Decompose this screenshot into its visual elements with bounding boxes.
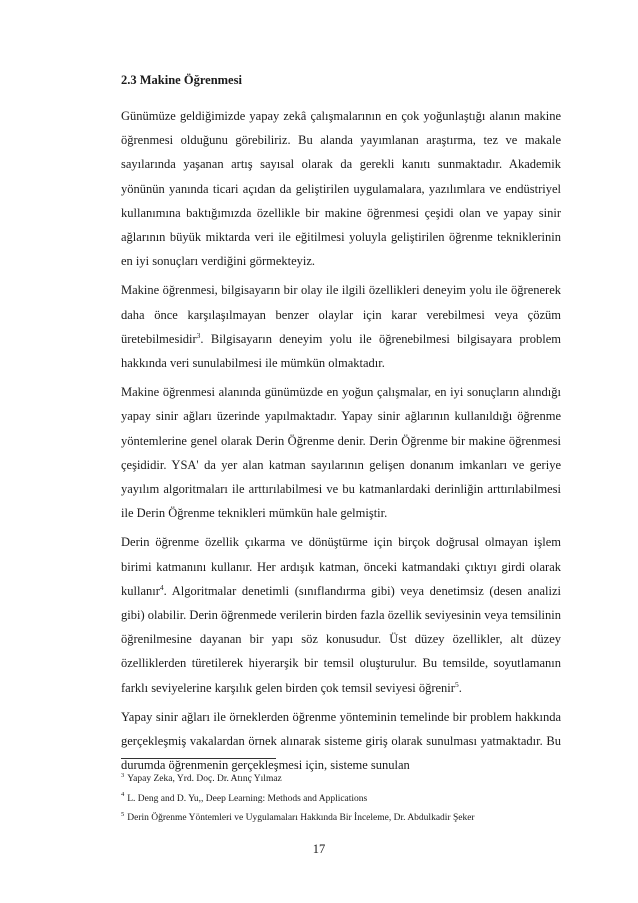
footnote-text: Derin Öğrenme Yöntemleri ve Uygulamaları Hakkında Bir İnceleme, Dr. Abdulkadir Şeker [127,813,475,823]
footnote-number: 5 [121,810,125,818]
paragraph-4-text-end: . [458,680,462,695]
body-text [121,104,561,782]
footnotes [121,770,561,829]
footnote-ref-4: 4 [159,582,164,592]
footnote-3 [121,770,561,790]
paragraph-2-text-before: Makine öğrenmesi, bilgisayarın bir olay ile ilgili özellikleri deneyim yolu ile öğrenerek daha önce karşılaşılmayan benzer olaylar için karar verebilmesi veya çözüm üretebilmesidir [121,283,561,346]
footnote-text: L. Deng and D. Yu,, Deep Learning: Methods and Applications [127,793,368,804]
paragraph-2-text-after: . Bilgisayarın deneyim yolu ile öğrenebilmesi bilgisayara problem hakkında veri sunulabilmesi ile mümkün olmaktadır. [121,331,561,371]
footnote-number: 3 [121,771,125,779]
footnote-ref-5: 5 [454,679,459,689]
footnote-number: 4 [121,791,125,799]
paragraph-1 [121,104,561,273]
section-heading: 2.3 Makine Öğrenmesi [121,73,242,87]
paragraph-5-text: Yapay sinir ağları ile örneklerden öğrenme yönteminin temelinde bir problem hakkında gerçekleşmiş vakalardan örnek alınarak sisteme giriş olarak sunulması yatmaktadır. Bu durumda öğrenmenin gerçekleşmesi için, sisteme sunulan [121,709,561,773]
paragraph-4 [121,530,561,699]
footnote-5 [121,809,561,829]
paragraph-4-text-after: . Algoritmalar denetimli (sınıflandırma gibi) veya denetimsiz (desen analizi gibi) olabilir. Derin öğrenmede verilerin birden fazla özellik seviyesinin veya temsilinin öğrenilmesine dayanan bir yapı söz konusudur. Üst düzey özellikler, alt düzey özelliklerden türetilerek hiyerarşik bir temsil oluşturulur. Bu temsilde, soyutlamanın farklı seviyelerine karşılık gelen birden çok temsil seviyesi öğrenir [121,583,561,695]
paragraph-3 [121,380,561,525]
paragraph-4-text-before: Derin öğrenme özellik çıkarma ve dönüştürme için birçok doğrusal olmayan işlem birimi katmanını kullanır. Her ardışık katman, önceki katmandaki çıktıyı girdi olarak kullanır [121,535,561,598]
paragraph-2 [121,278,561,375]
footnote-separator [121,758,276,759]
paragraph-5 [121,705,561,778]
footnote-4 [121,790,561,810]
paragraph-1-text: Günümüze geldiğimizde yapay zekâ çalışmalarının en çok yoğunlaştığı alanın makine öğrenmesi olduğunu görebiliriz. Bu alanda yayımlanan araştırma, tez ve makale sayılarında yaşanan artış sayısal olarak da gerekli kanıtı sunmaktadır. Akademik yönünün yanında ticari açıdan da geliştirilen uygulamalara, yazılımlara ve endüstriyel kullanımına baktığımızda özellikle bir makine öğrenmesi çeşidi olan ve yapay sinir ağlarının büyük miktarda veri ile eğitilmesi yoluyla geliştirilen öğrenme tekniklerinin en iyi sonuçları verdiğini görmekteyiz. [121,109,561,269]
page-number: 17 [312,842,326,856]
footnote-text: Yapay Zeka, Yrd. Doç. Dr. Atınç Yılmaz [127,774,282,784]
footnote-ref-3: 3 [196,330,201,340]
paragraph-3-text: Makine öğrenmesi alanında günümüzde en yoğun çalışmalar, en iyi sonuçların alındığı yapay sinir ağları üzerinde yapılmaktadır. Yapay sinir ağlarının kullanıldığı öğrenme yöntemlerine genel olarak Derin Öğrenme denir. Derin Öğrenme bir makine öğrenmesi çeşididir. YSA' da yer alan katman sayılarının gelişen donanım imkanları ve geriye yayılım algoritmaları ile arttırılabilmesi ve bu katmanlardaki derinliğin arttırılabilmesi ile Derin Öğrenme teknikleri mümkün hale gelmiştir. [121,385,561,521]
